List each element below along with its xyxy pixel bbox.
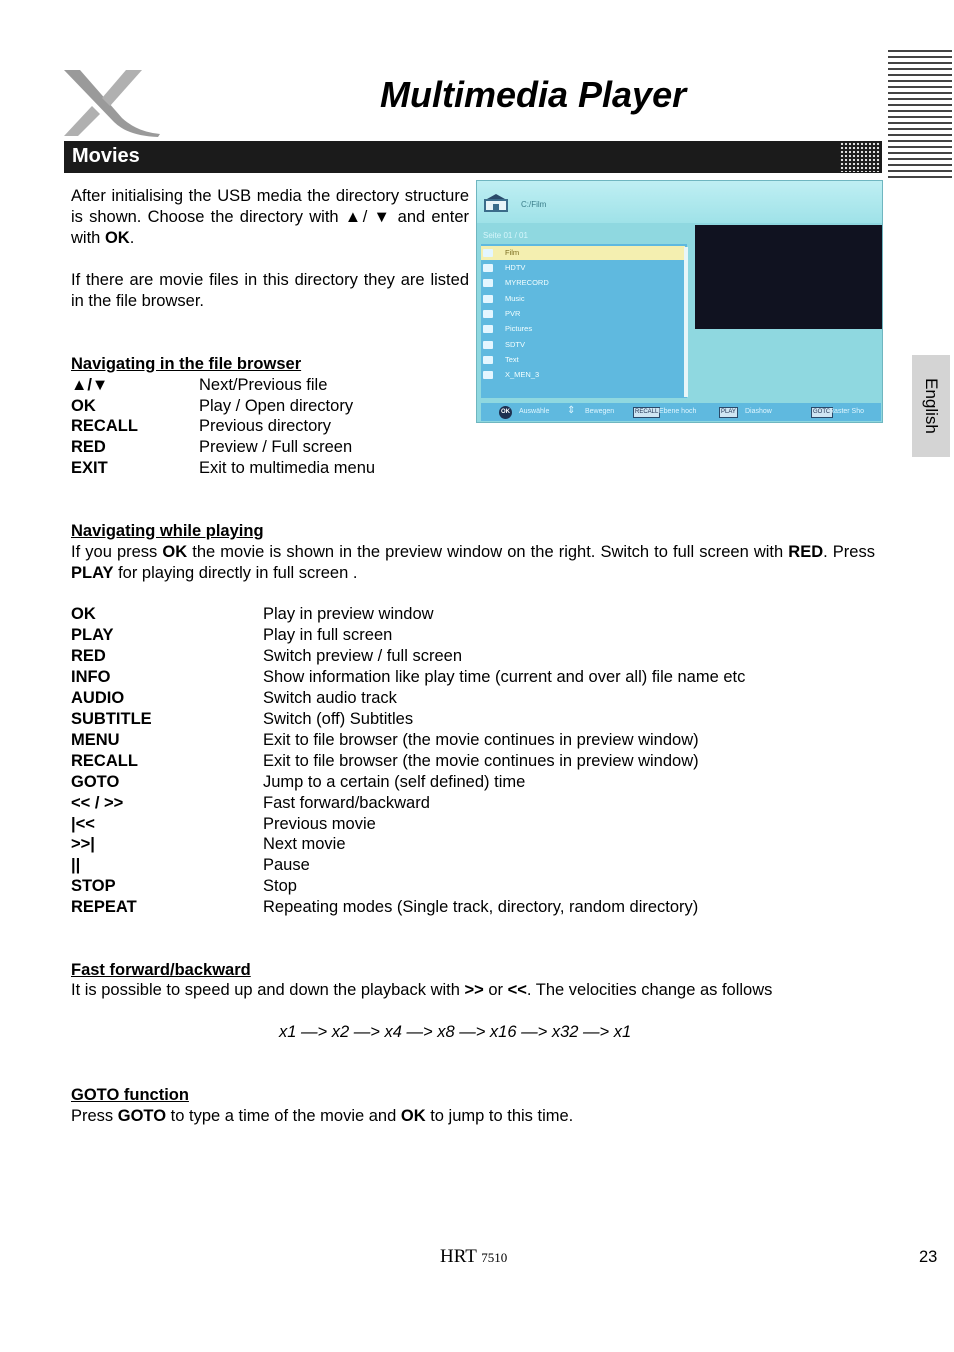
table-row: STOP Stop [71, 877, 297, 895]
screenshot-page-indicator: Seite 01 / 01 [483, 231, 528, 240]
table-row: SUBTITLE Switch (off) Subtitles [71, 710, 414, 728]
language-tab [912, 355, 950, 457]
heading-goto: GOTO function [71, 1086, 189, 1104]
brand-logo-x [62, 66, 162, 138]
folder-icon [483, 295, 493, 303]
table-row: REPEAT Repeating modes (Single track, directory, random directory) [71, 898, 699, 916]
heading-fast-forward: Fast forward/backward [71, 961, 251, 979]
velocity-sequence: x1 —> x2 —> x4 —> x8 —> x16 —> x32 —> x1 [279, 1023, 632, 1041]
hint-move: Bewegen [585, 408, 615, 415]
table-row: RED Switch preview / full screen [71, 647, 462, 665]
folder-icon [483, 310, 493, 318]
screenshot-path: C:/Film [521, 200, 547, 209]
recall-button-icon: RECALL [633, 407, 660, 418]
intro-paragraph-1 [71, 186, 469, 249]
list-item[interactable]: PVR [481, 307, 685, 321]
list-item[interactable]: Text [481, 353, 685, 367]
decorative-dots [840, 142, 880, 172]
list-item[interactable]: Film [481, 246, 685, 260]
file-browser-screenshot [476, 180, 883, 423]
footer-model: HRT 7510 [440, 1246, 508, 1267]
home-folder-icon [483, 193, 509, 213]
intro-ok: OK [104, 229, 130, 247]
hint-recall: Ebene hoch [659, 408, 697, 415]
ok-button-icon: OK [499, 406, 512, 419]
folder-icon [483, 264, 493, 272]
table-row: MENU Exit to file browser (the movie continues in preview window) [71, 731, 699, 749]
list-item[interactable]: X_MEN_3 [481, 368, 685, 382]
page-title: Multimedia Player [380, 74, 687, 115]
heading-nav-browser: Navigating in the file browser [71, 355, 302, 373]
folder-icon [483, 356, 493, 364]
table-row: GOTO Jump to a certain (self defined) time [71, 773, 526, 791]
table-row: OK Play in preview window [71, 605, 434, 623]
section-title: Movies [72, 145, 140, 167]
preview-window [695, 225, 883, 329]
list-item[interactable]: MYRECORD [481, 276, 685, 290]
table-row: INFO Show information like play time (current and over all) file name etc [71, 668, 746, 686]
folder-icon [483, 325, 493, 333]
section-bar [64, 141, 882, 173]
folder-icon [483, 341, 493, 349]
table-row: EXIT Exit to multimedia menu [71, 459, 376, 477]
nav-playing-paragraph: If you press OK the movie is shown in the preview window on the right. Switch to full screen with RED. Press PLAY for playing directly in full screen . [71, 543, 875, 582]
table-row: PLAY Play in full screen [71, 626, 393, 644]
table-row: RED Preview / Full screen [71, 438, 353, 456]
hint-select: Auswähle [519, 408, 550, 415]
list-item[interactable]: HDTV [481, 261, 685, 275]
page-number: 23 [919, 1248, 938, 1266]
table-row: >>| Next movie [71, 835, 346, 853]
language-tab-label: English [922, 378, 941, 434]
table-row: OK Play / Open directory [71, 397, 354, 415]
file-list [481, 244, 687, 398]
table-row: RECALL Previous directory [71, 417, 332, 435]
list-item[interactable]: Pictures [481, 322, 685, 336]
screenshot-hint-bar [481, 403, 881, 421]
hint-goto: Raster Sho [829, 408, 865, 415]
table-row: || Pause [71, 856, 310, 874]
heading-nav-playing: Navigating while playing [71, 522, 264, 540]
list-scrollbar[interactable] [684, 247, 688, 397]
intro-paragraph-2: If there are movie files in this directory they are listed in the file browser. [71, 271, 469, 310]
folder-icon [483, 249, 493, 257]
goto-button-icon: GOTO [811, 407, 833, 418]
up-down-arrows-icon: ⇕ [567, 405, 576, 416]
play-button-icon: PLAY [719, 407, 738, 418]
decorative-stripes [888, 50, 952, 178]
folder-icon [483, 279, 493, 287]
intro-end: . [129, 229, 135, 247]
table-row: RECALL Exit to file browser (the movie continues in preview window) [71, 752, 699, 770]
intro-text: After initialising the USB media the directory structure is shown. Choose the directory with ▲/ ▼ and enter with [71, 187, 469, 247]
list-item[interactable]: SDTV [481, 338, 685, 352]
table-row: << / >> Fast forward/backward [71, 794, 430, 812]
folder-icon [483, 371, 493, 379]
fast-forward-paragraph: It is possible to speed up and down the playback with >> or <<. The velocities change as follows [71, 981, 773, 999]
table-row: ▲/▼ Next/Previous file [71, 376, 328, 394]
table-row: |<< Previous movie [71, 815, 376, 833]
goto-paragraph: Press GOTO to type a time of the movie and OK to jump to this time. [71, 1107, 574, 1125]
hint-play: Diashow [745, 408, 772, 415]
table-row: AUDIO Switch audio track [71, 689, 397, 707]
list-item[interactable]: Music [481, 292, 685, 306]
